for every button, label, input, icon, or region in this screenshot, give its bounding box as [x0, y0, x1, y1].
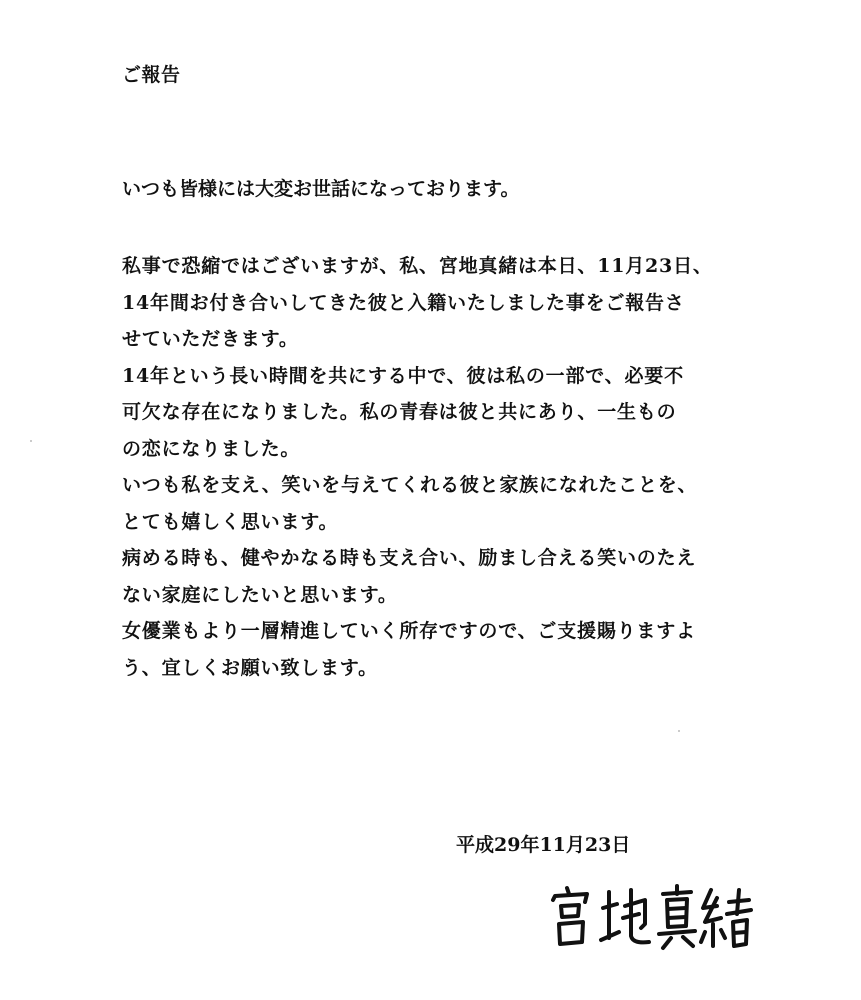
- body-line: う、宜しくお願い致します。: [122, 656, 378, 679]
- signature-glyph-3: [659, 886, 695, 948]
- body-line: 私事で恐縮ではございますが、私、宮地真緒は本日、11月23日、: [122, 255, 713, 277]
- letter-date: 平成29年11月23日: [456, 834, 631, 856]
- body-line: 14年という長い時間を共にする中で、彼は私の一部で、必要不: [122, 364, 684, 387]
- body-line: 病める時も、健やかなる時も支え合い、励まし合える笑いのたえ: [122, 547, 697, 569]
- handwritten-signature: [545, 880, 755, 960]
- letter-title: ご報告: [122, 64, 181, 86]
- body-line: 可欠な存在になりました。私の青春は彼と共にあり、一生もの: [122, 401, 677, 423]
- paper-speck: [678, 730, 680, 732]
- body-line: いつも私を支え、笑いを与えてくれる彼と家族になれたことを、: [122, 474, 698, 496]
- paper-speck: [30, 440, 32, 442]
- body-line: せていただきます。: [122, 328, 299, 350]
- body-line: 女優業もより一層精進していく所存ですので、ご支援賜りますよ: [122, 620, 696, 642]
- letter-greeting: いつも皆様には大変お世話になっております。: [122, 178, 520, 200]
- signature-glyph-4: [701, 890, 751, 946]
- body-line: ない家庭にしたいと思います。: [122, 583, 398, 606]
- signature-glyph-2: [601, 890, 649, 942]
- signature-drawing: [545, 880, 755, 960]
- body-line: 14年間お付き合いしてきた彼と入籍いたしました事をご報告さ: [122, 291, 685, 314]
- letter-body: [122, 248, 762, 686]
- signature-glyph-1: [553, 888, 587, 944]
- body-line: とても嬉しく思います。: [122, 510, 339, 533]
- body-line: の恋になりました。: [122, 437, 301, 460]
